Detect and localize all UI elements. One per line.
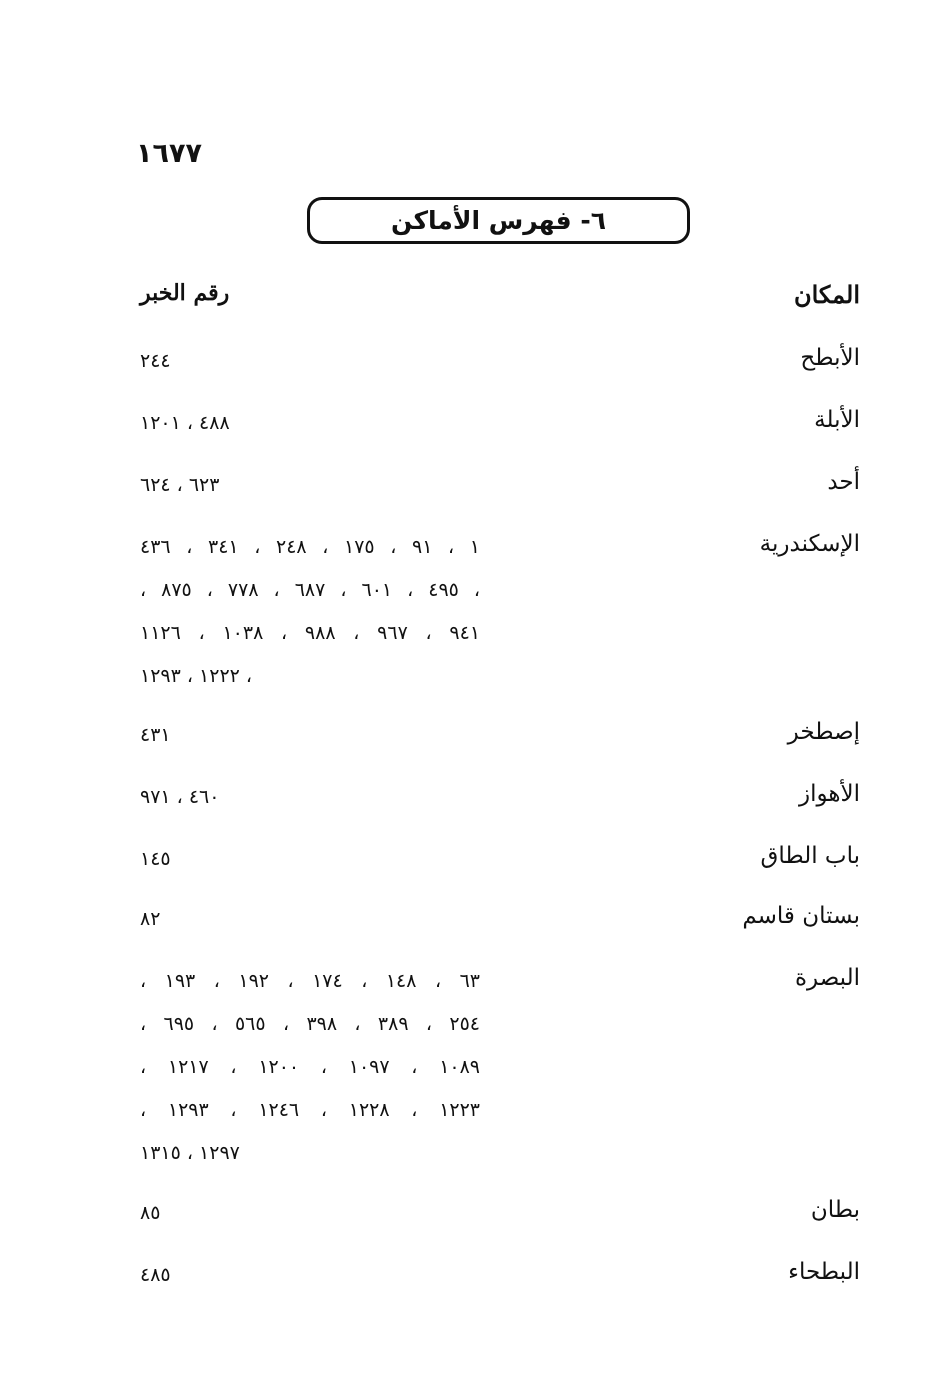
entry-number-line: ٨٢ [140,908,161,930]
entry-numbers [140,526,480,698]
entry-number-line: ٤٣١ [140,724,171,746]
entry-place: بستان قاسم [742,903,860,929]
entry-number-line: ١٢٢٣ ، ١٢٢٨ ، ١٢٤٦ ، ١٢٩٣ ، [140,1099,481,1121]
entry-numbers [140,898,480,941]
entry-numbers [140,340,480,383]
entry-place: أحد [827,469,860,495]
entry-numbers [140,776,480,819]
entry-place: إصطخر [787,719,860,745]
entry-number-line: ١ ، ٩١ ، ١٧٥ ، ٢٤٨ ، ٣٤١ ، ٤٣٦ [140,536,481,558]
page-number: ١٦٧٧ [136,138,202,169]
entry-number-line: ١٢٩٧ ، ١٣١٥ [140,1142,240,1164]
entry-place: باب الطاق [760,843,860,869]
entry-number-line: ٢٥٤ ، ٣٨٩ ، ٣٩٨ ، ٥٦٥ ، ٦٩٥ ، [140,1013,480,1035]
entry-numbers [140,464,480,507]
header-number: رقم الخبر [140,280,230,306]
entry-numbers [140,838,480,881]
entry-number-line: ، ٤٩٥ ، ٦٠١ ، ٦٨٧ ، ٧٧٨ ، ٨٧٥ ، [140,579,481,601]
entry-place: الأهواز [798,781,860,807]
entry-place: الإسكندرية [759,531,860,557]
entry-number-line: ٦٢٣ ، ٦٢٤ [140,474,220,496]
entry-numbers [140,714,480,757]
entry-numbers [140,402,480,445]
entry-number-line: ٤٨٨ ، ١٢٠١ [140,412,230,434]
entry-number-line: ٤٦٠ ، ٩٧١ [140,786,220,808]
section-title: ٦- فهرس الأماكن [390,205,607,235]
column-headers [130,280,860,320]
entry-place: البصرة [794,965,860,991]
entry-numbers [140,1192,480,1235]
entry-number-line: ٦٣ ، ١٤٨ ، ١٧٤ ، ١٩٢ ، ١٩٣ ، [140,970,480,992]
entry-place: الأبطح [800,345,860,371]
entry-number-line: ، ١٢٢٢ ، ١٢٩٣ [140,665,253,687]
entry-number-line: ١٤٥ [140,848,171,870]
section-title-box [307,197,690,244]
entry-number-line: ١٠٨٩ ، ١٠٩٧ ، ١٢٠٠ ، ١٢١٧ ، [140,1056,481,1078]
entry-numbers [140,960,480,1175]
entry-place: البطحاء [788,1259,860,1285]
entry-numbers [140,1254,480,1297]
entry-number-line: ٩٤١ ، ٩٦٧ ، ٩٨٨ ، ١٠٣٨ ، ١١٢٦ [140,622,481,644]
entry-number-line: ٤٨٥ [140,1264,171,1286]
header-place: المكان [793,280,860,309]
entry-number-line: ٢٤٤ [140,350,171,372]
entry-place: الأبلة [814,407,860,433]
entry-number-line: ٨٥ [140,1202,161,1224]
entry-place: بطان [810,1197,860,1223]
